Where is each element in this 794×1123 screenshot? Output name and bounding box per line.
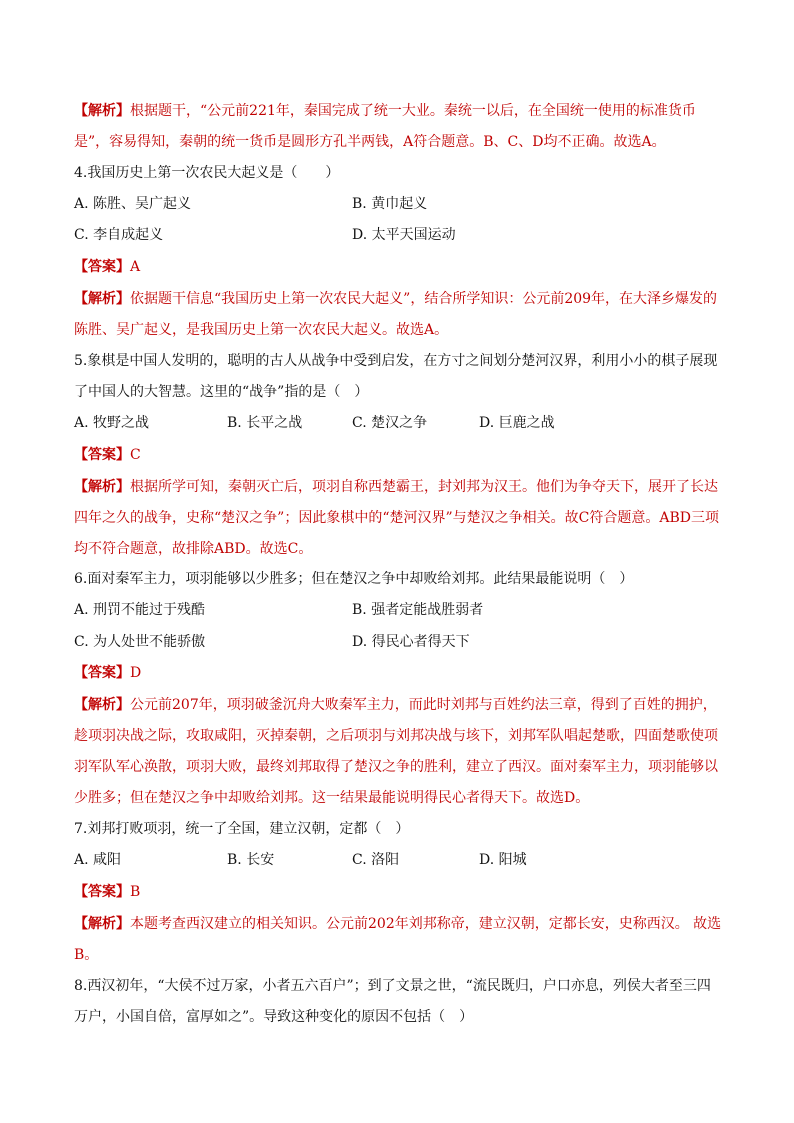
analysis-text: 本题考查西汉建立的相关知识。公元前202年刘邦称帝，建立汉朝，定都长安，史称西汉。 故选B。 xyxy=(74,916,722,963)
answer-line xyxy=(74,658,724,689)
option-item: C. 为人处世不能骄傲 xyxy=(74,634,206,650)
analysis-text: 根据题干，“公元前221年，秦国完成了统一大业。秦统一以后，在全国统一使用的标准货币是”，容易得知，秦朝的统一货币是圆形方孔半两钱，A符合题意。B、C、D均不正确。故选A。 xyxy=(74,103,696,150)
answer-value: C xyxy=(130,447,141,463)
answer-tag: 【答案】 xyxy=(74,665,130,681)
answer-line xyxy=(74,440,724,471)
analysis-text: 根据所学可知，秦朝灭亡后，项羽自称西楚霸王，封刘邦为汉王。他们为争夺天下，展开了长达四年之久的战争，史称“楚汉之争”；因此象棋中的“楚河汉界”与楚汉之争相关。故C符合题意。ABD三项均不符合题意，故排除ABD。故选C。 xyxy=(74,479,719,557)
analysis-tag: 【解析】 xyxy=(74,697,130,713)
option-item: C. 洛阳 xyxy=(352,852,400,868)
analysis-paragraph xyxy=(74,909,724,971)
answer-value: A xyxy=(130,259,141,275)
answer-tag: 【答案】 xyxy=(74,447,130,463)
analysis-paragraph xyxy=(74,472,724,565)
option-item: A. 咸阳 xyxy=(74,852,122,868)
analysis-paragraph xyxy=(74,284,724,346)
option-item: A. 刑罚不能过于残酷 xyxy=(74,602,206,618)
option-item: C. 楚汉之争 xyxy=(352,415,428,431)
analysis-tag: 【解析】 xyxy=(74,479,130,495)
answer-line xyxy=(74,252,724,283)
option-item: D. 阳城 xyxy=(479,852,527,868)
analysis-tag: 【解析】 xyxy=(74,916,130,932)
option-item: D. 巨鹿之战 xyxy=(479,415,555,431)
option-item: B. 长平之战 xyxy=(227,415,303,431)
option-item: B. 长安 xyxy=(227,852,275,868)
answer-tag: 【答案】 xyxy=(74,884,130,900)
answer-line xyxy=(74,877,724,908)
options-row xyxy=(74,845,724,876)
answer-tag: 【答案】 xyxy=(74,259,130,275)
answer-value: D xyxy=(130,665,142,681)
options-row xyxy=(74,189,724,220)
question-text: 5.象棋是中国人发明的，聪明的古人从战争中受到启发，在方寸之间划分楚河汉界，利用小小的棋子展现了中国人的大智慧。这里的“战争”指的是（ ） xyxy=(74,353,718,400)
analysis-paragraph xyxy=(74,690,724,814)
option-item: B. 黄巾起义 xyxy=(352,196,428,212)
answer-value: B xyxy=(130,884,141,900)
option-item: B. 强者定能战胜弱者 xyxy=(352,602,484,618)
question-text: 6.面对秦军主力，项羽能够以少胜多；但在楚汉之争中却败给刘邦。此结果最能说明（ ） xyxy=(74,571,634,587)
options-row xyxy=(74,627,724,658)
analysis-paragraph xyxy=(74,96,724,158)
question-text: 8.西汉初年，“大侯不过万家，小者五六百户”；到了文景之世，“流民既归，户口亦息，列侯大者至三四万户，小国自倍，富厚如之”。导致这种变化的原因不包括（ ） xyxy=(74,978,711,1025)
options-row xyxy=(74,220,724,251)
question-text: 7.刘邦打败项羽，统一了全国，建立汉朝，定都（ ） xyxy=(74,821,410,837)
analysis-tag: 【解析】 xyxy=(74,291,130,307)
option-item: D. 得民心者得天下 xyxy=(352,634,470,650)
question-text: 4.我国历史上第一次农民大起义是（ ） xyxy=(74,165,340,181)
analysis-text: 公元前207年，项羽破釜沉舟大败秦军主力，而此时刘邦与百姓约法三章，得到了百姓的拥护，趁项羽决战之际，攻取咸阳，灭掉秦朝，之后项羽与刘邦决战与垓下，刘邦军队唱起楚歌，四面楚歌使项羽军队军心涣散，项羽大败，最终刘邦取得了楚汉之争的胜利，建立了西汉。面对秦军主力，项羽能够以少胜多；但在楚汉之争中却败给刘邦。这一结果最能说明得民心者得天下。故选D。 xyxy=(74,697,718,806)
options-row xyxy=(74,408,724,439)
analysis-text: 依据题干信息“我国历史上第一次农民大起义”，结合所学知识：公元前209年，在大泽乡爆发的陈胜、吴广起义，是我国历史上第一次农民大起义。故选A。 xyxy=(74,291,718,338)
option-item: A. 牧野之战 xyxy=(74,415,150,431)
option-item: A. 陈胜、吴广起义 xyxy=(74,196,192,212)
option-item: D. 太平天国运动 xyxy=(352,227,456,243)
options-row xyxy=(74,595,724,626)
option-item: C. 李自成起义 xyxy=(74,227,164,243)
analysis-tag: 【解析】 xyxy=(74,103,130,119)
